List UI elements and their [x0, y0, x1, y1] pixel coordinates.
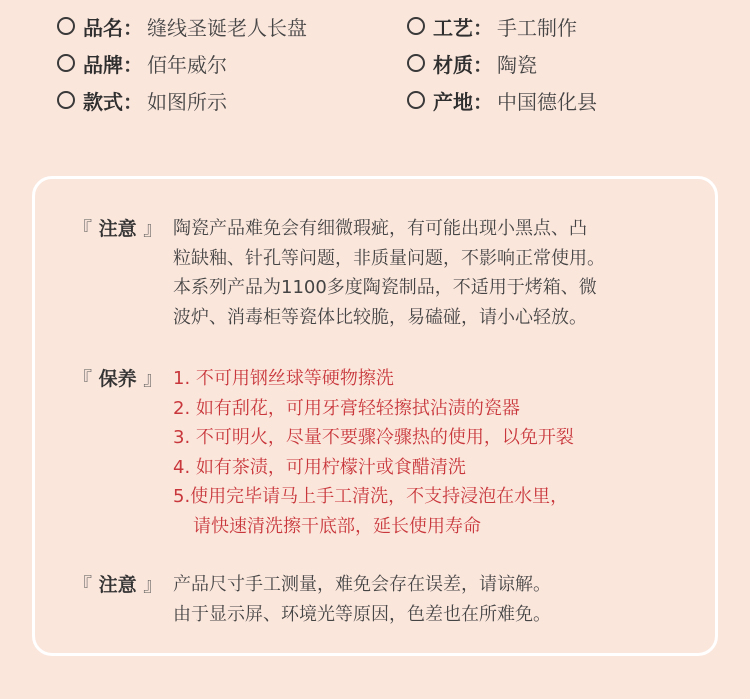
section-title: [73, 570, 162, 597]
care-item-continued: 请快速清洗擦干底部，延长使用寿命: [193, 515, 481, 537]
bracket-close: 』: [143, 368, 163, 390]
care-item: 2. 如有刮花，可用牙膏轻轻擦拭沾渍的瓷器: [173, 397, 520, 419]
spec-value: 佰年威尔: [147, 52, 227, 77]
bracket-open: 『: [73, 218, 93, 240]
spec-colon: ：: [123, 15, 143, 40]
body-line: 本系列产品为1100多度陶瓷制品，不适用于烤箱、微: [173, 277, 597, 298]
body-line: 由于显示屏、环境光等原因，色差也在所难免。: [173, 603, 551, 625]
section-title-text: 保养: [98, 368, 137, 390]
care-item: 5.使用完毕请马上手工清洗，不支持浸泡在水里，: [173, 486, 569, 507]
spec-key: 材质: [433, 52, 473, 77]
spec-colon: ：: [123, 89, 143, 114]
spec-item-style: [57, 84, 227, 116]
spec-key: 品牌: [83, 52, 123, 77]
spec-key: 款式: [83, 89, 123, 114]
spec-value: 中国德化县: [497, 89, 597, 114]
spec-key: 工艺: [433, 15, 473, 40]
body-line: 粒缺釉、针孔等问题，非质量问题，不影响正常使用。: [173, 247, 605, 269]
section-title-text: 注意: [98, 574, 137, 596]
body-line: 陶瓷产品难免会有细微瑕疵，有可能出现小黑点、凸: [173, 218, 587, 239]
spec-item-origin: [407, 84, 597, 116]
spec-value: 陶瓷: [497, 52, 537, 77]
section-body: [173, 214, 693, 332]
spec-item-craft: [407, 10, 577, 42]
spec-value: 如图所示: [147, 89, 227, 114]
notice-card: [32, 176, 718, 656]
circle-bullet-icon: [407, 91, 425, 109]
circle-bullet-icon: [407, 17, 425, 35]
spec-key: 品名: [83, 15, 123, 40]
care-item: 1. 不可用钢丝球等硬物擦洗: [173, 368, 394, 389]
section-title-text: 注意: [98, 218, 137, 240]
spec-value: 缝线圣诞老人长盘: [147, 15, 307, 40]
care-item: 3. 不可明火，尽量不要骤冷骤热的使用，以免开裂: [173, 427, 574, 448]
body-line: 波炉、消毒柜等瓷体比较脆，易磕碰，请小心轻放。: [173, 306, 587, 328]
spec-colon: ：: [473, 89, 493, 114]
bracket-open: 『: [73, 574, 93, 596]
circle-bullet-icon: [57, 54, 75, 72]
bracket-close: 』: [143, 574, 163, 596]
care-item: 4. 如有茶渍，可用柠檬汁或食醋清洗: [173, 456, 466, 478]
spec-colon: ：: [123, 52, 143, 77]
bracket-close: 』: [143, 218, 163, 240]
spec-item-brand: [57, 47, 227, 79]
section-title: [73, 364, 162, 391]
circle-bullet-icon: [407, 54, 425, 72]
circle-bullet-icon: [57, 91, 75, 109]
section-title: [73, 214, 162, 241]
spec-item-material: [407, 47, 537, 79]
spec-key: 产地: [433, 89, 473, 114]
spec-colon: ：: [473, 15, 493, 40]
bracket-open: 『: [73, 368, 93, 390]
section-body: [173, 570, 693, 629]
spec-item-name: [57, 10, 307, 42]
spec-colon: ：: [473, 52, 493, 77]
spec-value: 手工制作: [497, 15, 577, 40]
body-line: 产品尺寸手工测量，难免会存在误差，请谅解。: [173, 574, 551, 595]
circle-bullet-icon: [57, 17, 75, 35]
section-body: [173, 364, 693, 541]
